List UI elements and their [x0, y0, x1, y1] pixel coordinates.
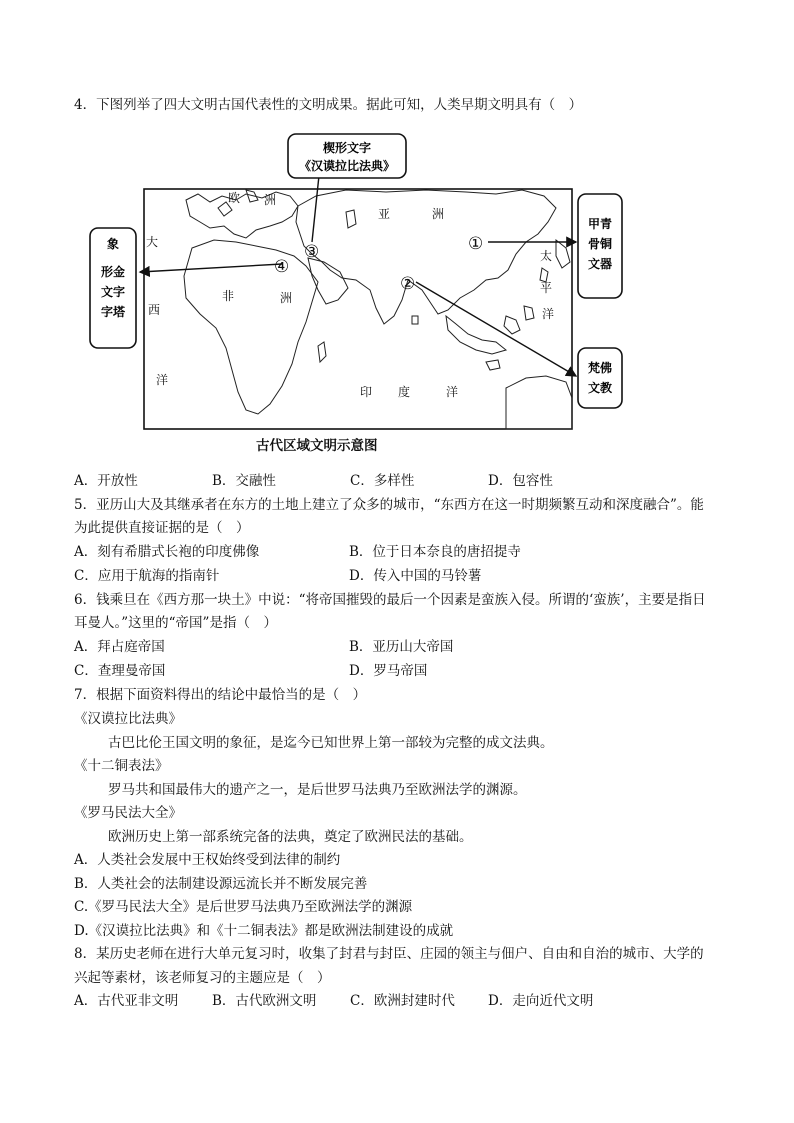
q7-stem: 7．根据下面资料得出的结论中最恰当的是（ ） [74, 687, 367, 703]
q6-stem-line1: 6．钱乘旦在《西方那一块土》中说：“将帝国摧毁的最后一个因素是蛮族入侵。所谓的‘蛮族’，主要是指日 [74, 592, 706, 608]
q5-option-b[interactable]: B．位于日本奈良的唐招提寺 [349, 544, 521, 560]
box-sanskrit-line2: 文教 [587, 381, 613, 395]
box-pyramid-line3: 文字 [100, 285, 126, 299]
q7-material3-title: 《罗马民法大全》 [74, 805, 182, 821]
q4-stem: 4．下图列举了四大文明古国代表性的文明成果。据此可知，人类早期文明具有（ ） [74, 97, 583, 113]
box-pyramid-line4: 字塔 [100, 305, 126, 319]
q8-option-d[interactable]: D．走向近代文明 [488, 993, 594, 1009]
box-oracle-line3: 文器 [587, 257, 613, 271]
marker-4: ④ [274, 257, 290, 277]
box-cuneiform-line1: 楔形文字 [322, 141, 372, 155]
box-sanskrit [578, 348, 622, 408]
q6-option-a[interactable]: A．拜占庭帝国 [74, 639, 165, 655]
label-africa-2: 洲 [280, 291, 293, 305]
q5-option-a[interactable]: A．刻有希腊式长袍的印度佛像 [74, 544, 260, 560]
q7-option-b[interactable]: B．人类社会的法制建设源远流长并不断发展完善 [74, 876, 368, 892]
label-asia-1: 亚 [378, 207, 391, 221]
q7-option-c[interactable]: C.《罗马民法大全》是后世罗马法典乃至欧洲法学的渊源 [74, 899, 413, 915]
q6-option-c[interactable]: C．查理曼帝国 [74, 663, 166, 679]
label-indian-3: 洋 [446, 385, 459, 399]
q7-material2-title: 《十二铜表法》 [74, 758, 169, 774]
q7-option-a[interactable]: A．人类社会发展中王权始终受到法律的制约 [74, 852, 341, 868]
q7-material1-text: 古巴比伦王国文明的象征，是迄今已知世界上第一部较为完整的成文法典。 [108, 735, 554, 751]
q7-option-d[interactable]: D.《汉谟拉比法典》和《十二铜表法》都是欧洲法制建设的成就 [74, 923, 454, 939]
q6-option-b[interactable]: B．亚历山大帝国 [349, 639, 454, 655]
q7-material1-title: 《汉谟拉比法典》 [74, 711, 182, 727]
q4-option-a[interactable]: A．开放性 [74, 473, 138, 489]
q6-option-d[interactable]: D．罗马帝国 [349, 663, 428, 679]
label-europe-1: 欧 [228, 191, 241, 205]
q8-option-b[interactable]: B．古代欧洲文明 [212, 993, 317, 1009]
q7-material3-text: 欧洲历史上第一部系统完备的法典，奠定了欧洲民法的基础。 [108, 829, 473, 845]
q5-option-d[interactable]: D．传入中国的马铃薯 [349, 568, 482, 584]
box-oracle-line1: 甲青 [587, 217, 613, 231]
q5-stem-line1: 5．亚历山大及其继承者在东方的土地上建立了众多的城市，“东西方在这一时期频繁互动和深度融合”。能 [74, 497, 704, 513]
label-africa-1: 非 [222, 289, 235, 303]
q8-option-a[interactable]: A．古代亚非文明 [74, 993, 179, 1009]
label-indian-2: 度 [398, 385, 411, 399]
q6-stem-line2: 耳曼人。”这里的“帝国”是指（ ） [74, 615, 277, 631]
box-sanskrit-line1: 梵佛 [587, 361, 613, 375]
q4-option-b[interactable]: B．交融性 [212, 473, 276, 489]
box-oracle-line2: 骨铜 [587, 237, 613, 251]
label-europe-2: 洲 [264, 193, 277, 207]
marker-1: ① [468, 234, 484, 254]
box-pyramid-line1: 象 [106, 237, 120, 251]
label-pacific-2: 平 [540, 281, 553, 295]
box-cuneiform-line2: 《汉谟拉比法典》 [298, 159, 396, 173]
label-atlantic-3: 洋 [156, 373, 169, 387]
q8-option-c[interactable]: C．欧洲封建时代 [350, 993, 455, 1009]
box-pyramid-line2: 形金 [100, 265, 126, 279]
marker-3: ③ [304, 242, 320, 262]
map-figure [86, 130, 646, 470]
label-pacific-1: 太 [540, 249, 553, 263]
q5-stem-line2: 为此提供直接证据的是（ ） [74, 520, 250, 536]
label-indian-1: 印 [360, 385, 373, 399]
marker-2: ② [400, 274, 416, 294]
q4-option-c[interactable]: C．多样性 [350, 473, 415, 489]
label-atlantic-1: 大 [146, 235, 159, 249]
map-caption: 古代区域文明示意图 [256, 438, 378, 454]
label-pacific-3: 洋 [542, 307, 555, 321]
q4-option-d[interactable]: D．包容性 [488, 473, 553, 489]
ancient-civilization-map [86, 130, 646, 470]
q8-stem-line2: 兴起等素材，该老师复习的主题应是（ ） [74, 970, 331, 986]
q8-stem-line1: 8．某历史老师在进行大单元复习时，收集了封君与封臣、庄园的领主与佃户、自由和自治的城市、大学的 [74, 946, 704, 962]
map-frame [144, 189, 572, 429]
q5-option-c[interactable]: C．应用于航海的指南针 [74, 568, 220, 584]
label-asia-2: 洲 [432, 207, 445, 221]
q7-material2-text: 罗马共和国最伟大的遗产之一，是后世罗马法典乃至欧洲法学的渊源。 [108, 782, 527, 798]
label-atlantic-2: 西 [148, 303, 161, 317]
